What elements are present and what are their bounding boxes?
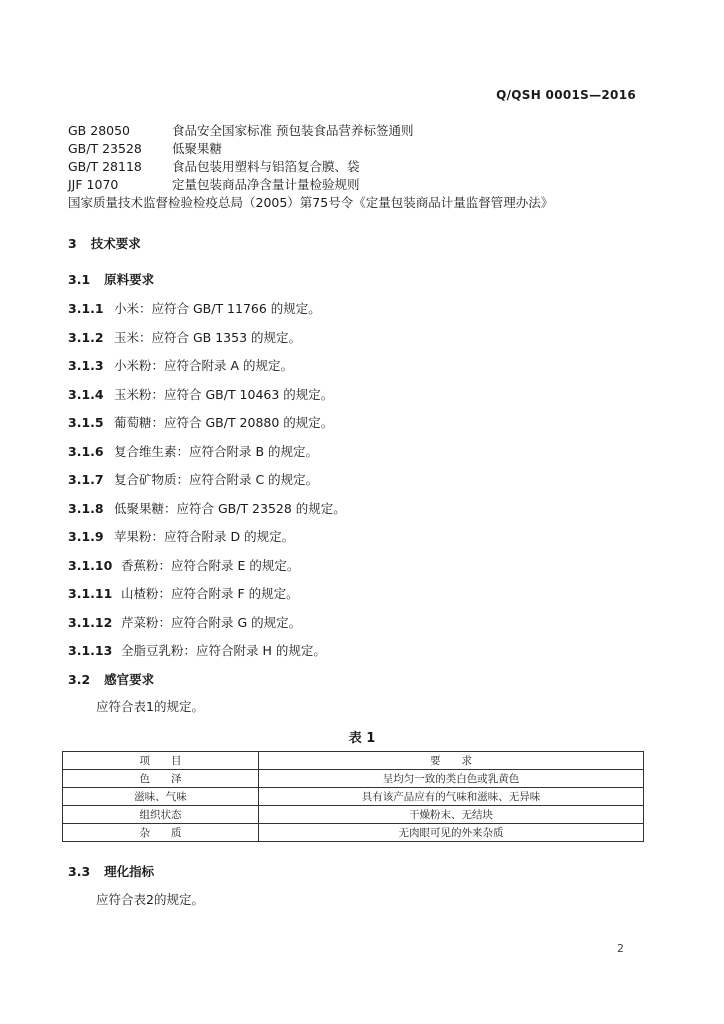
clause-number: 3.1.12 [68, 615, 113, 630]
clause-text: 香蕉粉：应符合附录 E 的规定。 [121, 558, 300, 573]
paragraph: 应符合表2的规定。 [96, 892, 204, 907]
reference-code: GB/T 23528 [68, 141, 142, 156]
table-cell: 组织状态 [63, 806, 259, 824]
subsection-number: 3.3 [68, 864, 91, 879]
subsection-heading [68, 270, 154, 288]
subsection-number: 3.1 [68, 272, 91, 287]
clause-item [68, 356, 293, 374]
reference-title: 食品包装用塑料与铝箔复合膜、袋 [172, 159, 360, 174]
reference-line [68, 175, 360, 193]
reference-line [68, 157, 360, 175]
subsection-title: 原料要求 [104, 272, 155, 287]
clause-text: 山楂粉：应符合附录 F 的规定。 [121, 586, 299, 601]
clause-text: 玉米粉：应符合 GB/T 10463 的规定。 [114, 387, 334, 402]
clause-item [68, 442, 318, 460]
clause-item [68, 641, 326, 659]
table-cell: 色 泽 [63, 770, 259, 788]
clause-number: 3.1.11 [68, 586, 113, 601]
clause-number: 3.1.4 [68, 387, 104, 402]
clause-number: 3.1.8 [68, 501, 104, 516]
table-caption: 表 1 [348, 731, 376, 746]
table-row [63, 788, 644, 806]
clause-item [68, 470, 318, 488]
clause-number: 3.1.10 [68, 558, 113, 573]
table-header-cell: 项 目 [63, 752, 259, 770]
clause-item [68, 328, 301, 346]
clause-text: 小米：应符合 GB/T 11766 的规定。 [114, 301, 321, 316]
table-cell: 滋味、气味 [63, 788, 259, 806]
reference-title: 低聚果糖 [172, 141, 223, 156]
table-cell: 干燥粉末、无结块 [259, 806, 644, 824]
table-cell: 具有该产品应有的气味和滋味、无异味 [259, 788, 644, 806]
reference-title: 定量包装商品净含量计量检验规则 [172, 177, 360, 192]
reference-extra: 国家质量技术监督检验检疫总局（2005）第75号令《定量包装商品计量监督管理办法》 [68, 195, 554, 210]
clause-number: 3.1.7 [68, 472, 104, 487]
reference-line [68, 139, 222, 157]
clause-text: 复合维生素：应符合附录 B 的规定。 [114, 444, 319, 459]
subsection-number: 3.2 [68, 672, 91, 687]
clause-number: 3.1.2 [68, 330, 104, 345]
subsection-heading [68, 862, 154, 880]
paragraph: 应符合表1的规定。 [96, 699, 204, 714]
clause-number: 3.1.5 [68, 415, 104, 430]
clause-item [68, 499, 346, 517]
table-header-cell: 要 求 [259, 752, 644, 770]
sensory-requirements-table [62, 751, 644, 842]
reference-code: JJF 1070 [68, 177, 119, 192]
table-header-row [63, 752, 644, 770]
clause-text: 玉米：应符合 GB 1353 的规定。 [114, 330, 301, 345]
clause-item [68, 584, 299, 602]
clause-item [68, 413, 333, 431]
table-row [63, 824, 644, 842]
section-heading [68, 234, 141, 252]
clause-item [68, 556, 299, 574]
section-title: 技术要求 [90, 236, 141, 251]
page-number: 2 [617, 942, 624, 955]
clause-text: 小米粉：应符合附录 A 的规定。 [114, 358, 293, 373]
clause-number: 3.1.6 [68, 444, 104, 459]
clause-item [68, 385, 333, 403]
clause-text: 葡萄糖：应符合 GB/T 20880 的规定。 [114, 415, 334, 430]
clause-item [68, 299, 321, 317]
table-cell: 呈均匀一致的类白色或乳黄色 [259, 770, 644, 788]
reference-title: 食品安全国家标准 预包装食品营养标签通则 [172, 123, 414, 138]
clause-text: 复合矿物质：应符合附录 C 的规定。 [114, 472, 319, 487]
clause-text: 芹菜粉：应符合附录 G 的规定。 [121, 615, 302, 630]
table-row [63, 770, 644, 788]
clause-number: 3.1.13 [68, 643, 113, 658]
document-code: Q/QSH 0001S—2016 [496, 88, 636, 102]
clause-text: 全脂豆乳粉：应符合附录 H 的规定。 [121, 643, 326, 658]
clause-number: 3.1.3 [68, 358, 104, 373]
clause-item [68, 527, 294, 545]
clause-text: 苹果粉：应符合附录 D 的规定。 [114, 529, 295, 544]
reference-code: GB/T 28118 [68, 159, 142, 174]
subsection-title: 理化指标 [104, 864, 155, 879]
subsection-title: 感官要求 [104, 672, 155, 687]
clause-number: 3.1.1 [68, 301, 104, 316]
clause-text: 低聚果糖：应符合 GB/T 23528 的规定。 [114, 501, 346, 516]
reference-line [68, 121, 413, 139]
clause-number: 3.1.9 [68, 529, 104, 544]
table-row [63, 806, 644, 824]
section-number: 3 [68, 236, 77, 251]
table-cell: 杂 质 [63, 824, 259, 842]
clause-item [68, 613, 301, 631]
reference-code: GB 28050 [68, 123, 130, 138]
table-cell: 无肉眼可见的外来杂质 [259, 824, 644, 842]
subsection-heading [68, 670, 154, 688]
